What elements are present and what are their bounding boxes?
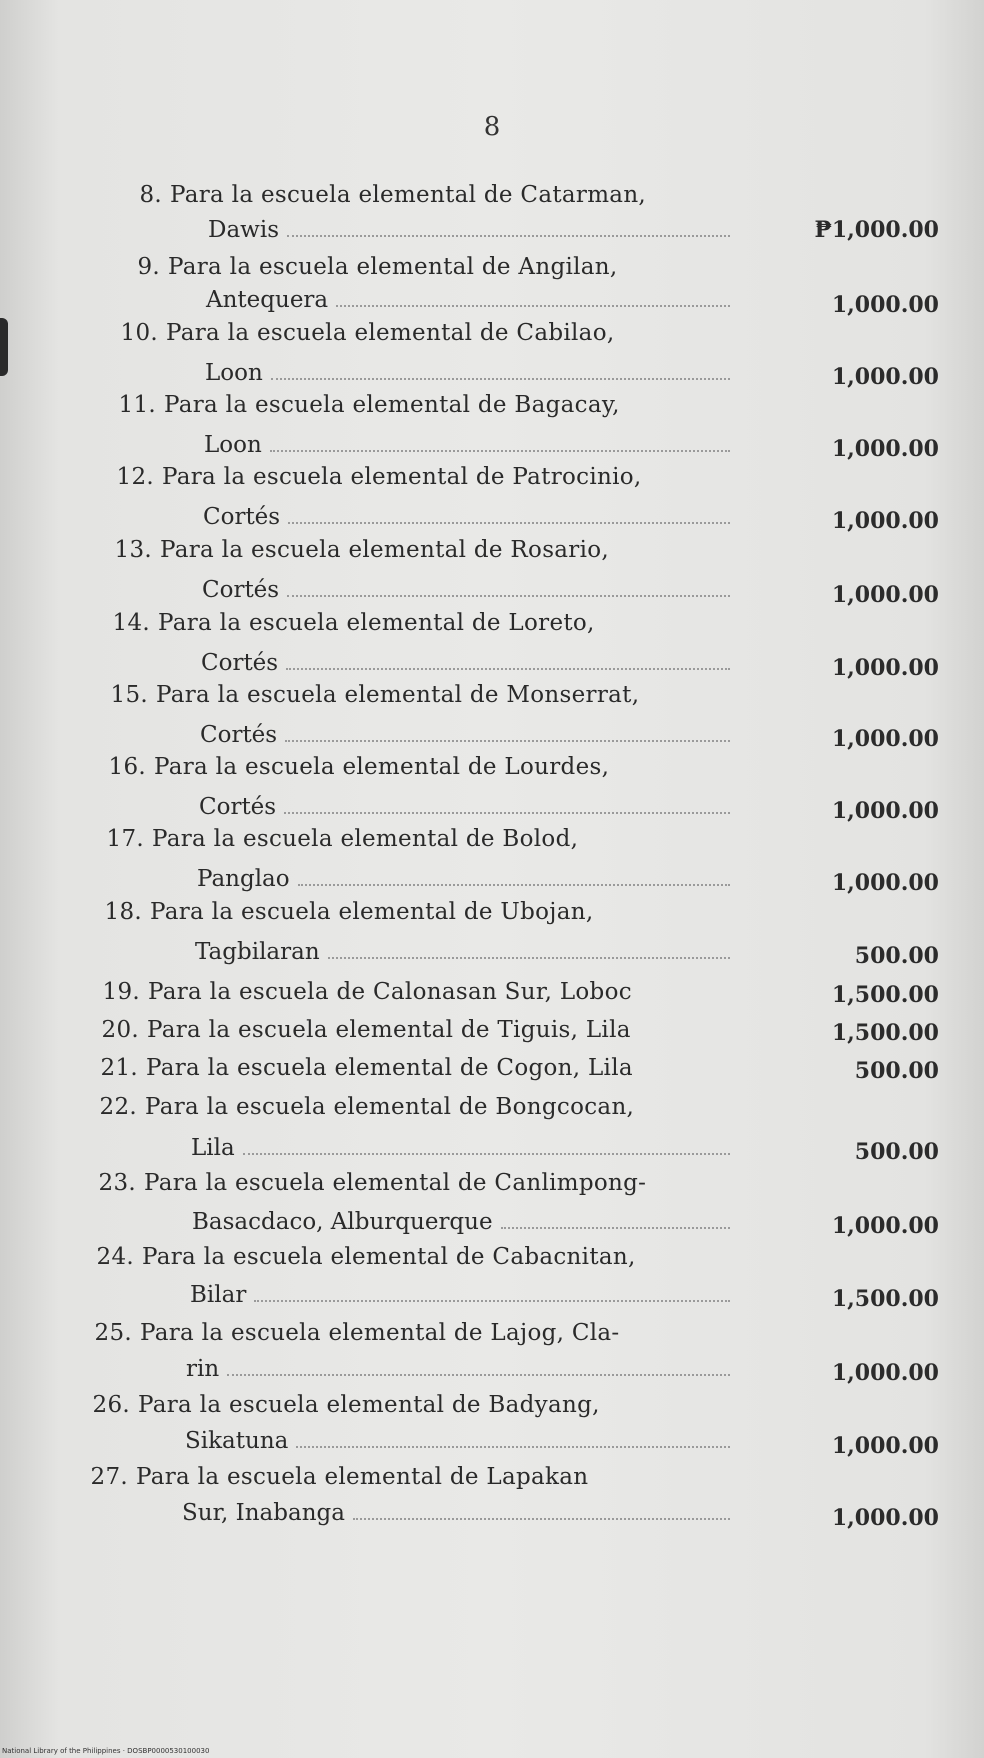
entry-amount: 500.00 — [854, 1058, 939, 1084]
dotted-leader — [286, 650, 730, 670]
entry-text: Para la escuela elemental de Ubojan, — [150, 899, 594, 925]
entry-continuation-line — [195, 937, 730, 967]
entry-continuation-line — [200, 720, 730, 750]
entry-continuation-line — [197, 864, 730, 894]
entry-number: 18. — [104, 899, 142, 925]
entry-number: 9. — [137, 254, 160, 280]
entry-amount: 1,000.00 — [831, 364, 939, 390]
entry-description-line — [93, 1092, 634, 1122]
dotted-leader — [328, 939, 730, 959]
entry-continuation-line — [199, 792, 730, 822]
dotted-leader — [336, 287, 730, 307]
entry-amount: 1,000.00 — [831, 1505, 939, 1531]
entry-text: Para la escuela elemental de Angilan, — [168, 254, 618, 280]
entry-location: Bilar — [190, 1282, 247, 1308]
entry-description-line — [106, 608, 595, 638]
entry-amount: 1,000.00 — [831, 1360, 939, 1386]
dotted-leader — [271, 360, 730, 380]
entry-description-line — [94, 1053, 633, 1083]
entry-location: Basacdaco, Alburquerque — [192, 1209, 493, 1235]
entry-number: 11. — [118, 392, 156, 418]
entry-location: Cortés — [201, 650, 279, 676]
page-number: 8 — [483, 112, 501, 142]
entry-number: 14. — [112, 610, 150, 636]
entry-amount: 1,000.00 — [831, 798, 939, 824]
entry-text: Para la escuela elemental de Catarman, — [170, 182, 647, 208]
entry-description-line — [114, 318, 614, 348]
entry-description-line — [92, 1168, 646, 1198]
entry-amount: 500.00 — [854, 1139, 939, 1165]
dotted-leader — [353, 1500, 730, 1520]
dotted-leader — [254, 1282, 730, 1302]
entry-description-line — [100, 824, 578, 854]
entry-number: 8. — [139, 182, 162, 208]
entry-amount: 1,000.00 — [831, 1213, 939, 1239]
dotted-leader — [501, 1209, 730, 1229]
footer-caption: National Library of the Philippines · DOSBP0000530100030 — [2, 1747, 210, 1755]
entry-location: Loon — [204, 432, 262, 458]
entry-continuation-line — [202, 575, 730, 605]
entry-number: 13. — [114, 537, 152, 563]
entry-number: 24. — [96, 1244, 134, 1270]
entry-location: rin — [186, 1356, 220, 1382]
entry-location: Antequera — [206, 287, 329, 313]
entry-continuation-line — [206, 285, 730, 315]
entry-description-line — [98, 897, 593, 927]
entry-description-line — [118, 180, 646, 210]
entry-text: Para la escuela elemental de Bolod, — [152, 826, 579, 852]
entry-description-line — [112, 390, 620, 420]
entry-amount: 1,500.00 — [831, 982, 939, 1008]
entry-continuation-line — [186, 1354, 730, 1384]
entry-location: Panglao — [197, 866, 290, 892]
entry-description-line — [102, 752, 609, 782]
dotted-leader — [285, 722, 730, 742]
entry-description-line — [95, 1015, 631, 1045]
entry-text: Para la escuela elemental de Badyang, — [138, 1392, 600, 1418]
entry-continuation-line — [204, 430, 730, 460]
entry-continuation-line — [191, 1133, 730, 1163]
entry-description-line — [86, 1390, 600, 1420]
entry-location: Sikatuna — [185, 1428, 289, 1454]
entry-number: 17. — [106, 826, 144, 852]
entry-continuation-line — [208, 215, 730, 245]
dotted-leader — [287, 217, 730, 237]
entry-text: Para la escuela elemental de Patrocinio, — [162, 464, 642, 490]
entry-amount: 1,000.00 — [831, 292, 939, 318]
entry-text: Para la escuela elemental de Cabacnitan, — [142, 1244, 636, 1270]
entry-description-line — [108, 535, 609, 565]
dotted-leader — [298, 866, 730, 886]
entry-description-line — [104, 680, 639, 710]
entry-text: Para la escuela elemental de Lourdes, — [154, 754, 610, 780]
dotted-leader — [296, 1428, 730, 1448]
entry-text: Para la escuela elemental de Loreto, — [158, 610, 595, 636]
entry-continuation-line — [201, 648, 730, 678]
entry-description-line — [110, 462, 642, 492]
entry-text: Para la escuela de Calonasan Sur, Loboc — [148, 979, 632, 1005]
entry-location: Cortés — [202, 577, 280, 603]
entry-number: 26. — [92, 1392, 130, 1418]
dotted-leader — [284, 794, 730, 814]
entry-amount: 1,000.00 — [831, 436, 939, 462]
entry-number: 21. — [100, 1055, 138, 1081]
entry-location: Loon — [205, 360, 263, 386]
entry-continuation-line — [185, 1426, 730, 1456]
entry-location: Cortés — [200, 722, 278, 748]
entry-description-line — [84, 1462, 588, 1492]
entry-number: 15. — [110, 682, 148, 708]
entry-location: Tagbilaran — [195, 939, 320, 965]
entry-amount: 1,000.00 — [831, 870, 939, 896]
entry-number: 22. — [99, 1094, 137, 1120]
dotted-leader — [270, 432, 730, 452]
entry-description-line — [90, 1242, 636, 1272]
entry-text: Para la escuela elemental de Cabilao, — [166, 320, 615, 346]
entry-amount: 1,000.00 — [831, 582, 939, 608]
entry-number: 20. — [101, 1017, 139, 1043]
dotted-leader — [287, 577, 730, 597]
entry-text: Para la escuela elemental de Cogon, Lila — [146, 1055, 633, 1081]
entry-location: Sur, Inabanga — [182, 1500, 345, 1526]
entry-number: 12. — [116, 464, 154, 490]
entry-text: Para la escuela elemental de Lajog, Cla- — [140, 1320, 620, 1346]
entry-description-line — [116, 252, 618, 282]
entry-number: 19. — [102, 979, 140, 1005]
entry-continuation-line — [205, 358, 730, 388]
entry-location: Lila — [191, 1135, 235, 1161]
entry-text: Para la escuela elemental de Canlimpong- — [144, 1170, 647, 1196]
entry-description-line — [96, 977, 632, 1007]
dotted-leader — [227, 1356, 730, 1376]
entry-description-line — [88, 1318, 619, 1348]
entry-amount: 1,500.00 — [831, 1020, 939, 1046]
entry-location: Cortés — [203, 504, 281, 530]
entry-amount: 1,500.00 — [831, 1286, 939, 1312]
dotted-leader — [243, 1135, 730, 1155]
entry-text: Para la escuela elemental de Monserrat, — [156, 682, 640, 708]
entry-continuation-line — [182, 1498, 730, 1528]
entry-continuation-line — [203, 502, 730, 532]
entry-number: 25. — [94, 1320, 132, 1346]
entry-number: 23. — [98, 1170, 136, 1196]
entry-location: Dawis — [208, 217, 279, 243]
entry-amount: 500.00 — [854, 943, 939, 969]
entry-number: 16. — [108, 754, 146, 780]
entry-continuation-line — [190, 1280, 730, 1310]
dotted-leader — [288, 504, 730, 524]
entry-number: 27. — [90, 1464, 128, 1490]
binding-edge-mark — [0, 318, 8, 376]
entry-text: Para la escuela elemental de Lapakan — [136, 1464, 589, 1490]
entry-amount: 1,000.00 — [831, 1433, 939, 1459]
entry-amount: 1,000.00 — [831, 508, 939, 534]
entry-text: Para la escuela elemental de Tiguis, Lila — [147, 1017, 631, 1043]
entry-number: 10. — [120, 320, 158, 346]
entry-text: Para la escuela elemental de Rosario, — [160, 537, 610, 563]
entry-amount: 1,000.00 — [831, 655, 939, 681]
entry-text: Para la escuela elemental de Bongcocan, — [145, 1094, 635, 1120]
entry-continuation-line — [192, 1207, 730, 1237]
entry-location: Cortés — [199, 794, 277, 820]
entry-amount: ₱1,000.00 — [814, 217, 939, 243]
entry-amount: 1,000.00 — [831, 726, 939, 752]
entry-text: Para la escuela elemental de Bagacay, — [164, 392, 620, 418]
